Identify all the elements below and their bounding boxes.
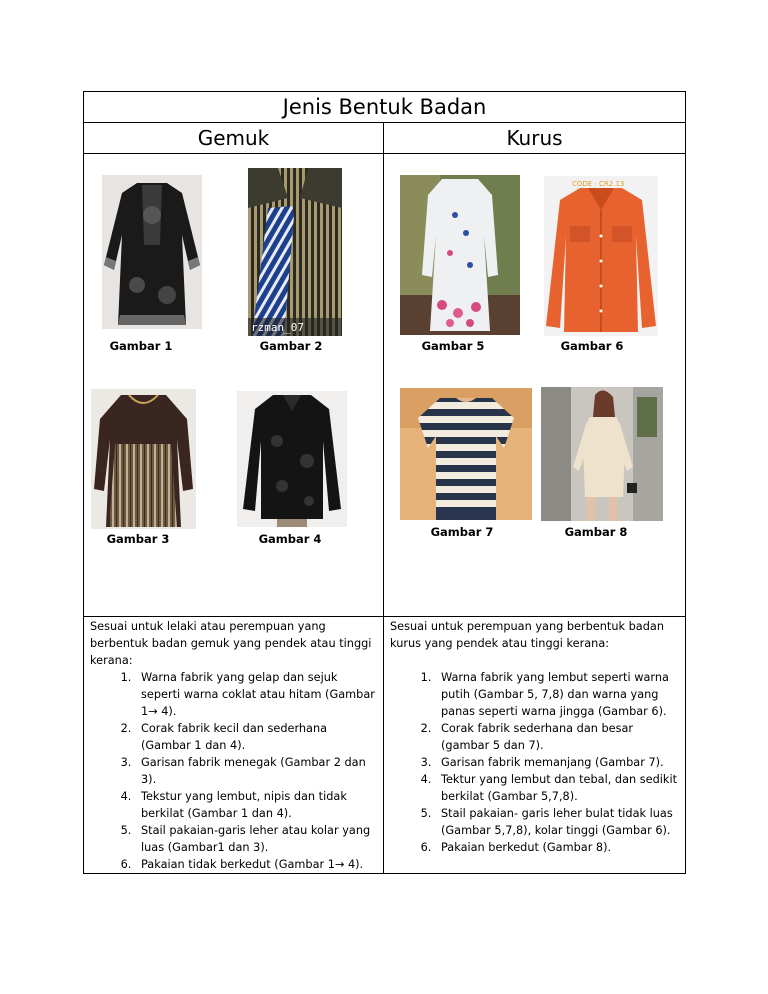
list-item: 4. Tekstur yang lembut, nipis dan tidak berkilat (Gambar 1 dan 4). bbox=[135, 788, 377, 822]
cream-bodycon-dress-photo bbox=[541, 387, 663, 521]
table-title: Jenis Bentuk Badan bbox=[84, 92, 686, 123]
gemuk-intro: Sesuai untuk lelaki atau perempuan yang berbentuk badan gemuk yang pendek atau tinggi kerana: bbox=[90, 620, 372, 667]
image-caption: Gambar 3 bbox=[106, 532, 170, 546]
list-item: 1. Warna fabrik yang gelap dan sejuk seperti warna coklat atau hitam (Gambar 1→ 4). bbox=[135, 669, 377, 720]
brown-striped-dress-photo bbox=[91, 389, 196, 529]
list-item: 4. Tektur yang lembut dan tebal, dan sedikit berkilat (Gambar 5,7,8). bbox=[435, 771, 679, 805]
image-caption: Gambar 8 bbox=[564, 525, 628, 539]
list-item: 6. Pakaian tidak berkedut (Gambar 1→ 4). bbox=[135, 856, 377, 873]
gemuk-text-cell bbox=[84, 617, 384, 874]
kurus-list bbox=[390, 669, 679, 856]
column-heading-kurus: Kurus bbox=[384, 123, 686, 154]
list-item: 2. Corak fabrik sederhana dan besar (gambar 5 dan 7). bbox=[435, 720, 679, 754]
image-caption: Gambar 7 bbox=[430, 525, 494, 539]
list-item: 2. Corak fabrik kecil dan sederhana (Gambar 1 dan 4). bbox=[135, 720, 377, 754]
image-caption: Gambar 4 bbox=[258, 532, 322, 546]
orange-shirt-photo bbox=[544, 176, 658, 336]
kurus-image-cell bbox=[384, 154, 686, 617]
image-caption: Gambar 1 bbox=[109, 339, 173, 353]
watermark-text: rzman_07 bbox=[251, 321, 304, 334]
black-floral-shirt-photo bbox=[237, 391, 347, 527]
comparison-table bbox=[83, 91, 686, 874]
striped-shirt-tie-photo bbox=[248, 168, 342, 336]
gemuk-image-cell bbox=[84, 154, 384, 617]
floral-white-kurung-photo bbox=[400, 175, 520, 335]
list-item: 1. Warna fabrik yang lembut seperti warna putih (Gambar 5, 7,8) dan warna yang panas seperti warna jingga (Gambar 6). bbox=[435, 669, 679, 720]
kurus-text-cell bbox=[384, 617, 686, 874]
list-item: 5. Stail pakaian- garis leher bulat tidak luas (Gambar 5,7,8), kolar tinggi (Gambar 6). bbox=[435, 805, 679, 839]
image-caption: Gambar 2 bbox=[259, 339, 323, 353]
column-heading-gemuk: Gemuk bbox=[84, 123, 384, 154]
list-item: 3. Garisan fabrik memanjang (Gambar 7). bbox=[435, 754, 679, 771]
watermark-text: CODE : CR2.13 bbox=[572, 180, 625, 188]
list-item: 5. Stail pakaian-garis leher atau kolar yang luas (Gambar1 dan 3). bbox=[135, 822, 377, 856]
image-caption: Gambar 6 bbox=[560, 339, 624, 353]
gemuk-list bbox=[90, 669, 377, 873]
list-item: 6. Pakaian berkedut (Gambar 8). bbox=[435, 839, 679, 856]
black-embroidered-kurung-photo bbox=[102, 175, 202, 329]
list-item: 3. Garisan fabrik menegak (Gambar 2 dan 3). bbox=[135, 754, 377, 788]
image-caption: Gambar 5 bbox=[421, 339, 485, 353]
kurus-intro: Sesuai untuk perempuan yang berbentuk badan kurus yang pendek atau tinggi kerana: bbox=[390, 620, 664, 650]
horizontal-stripe-top-photo bbox=[400, 388, 532, 520]
